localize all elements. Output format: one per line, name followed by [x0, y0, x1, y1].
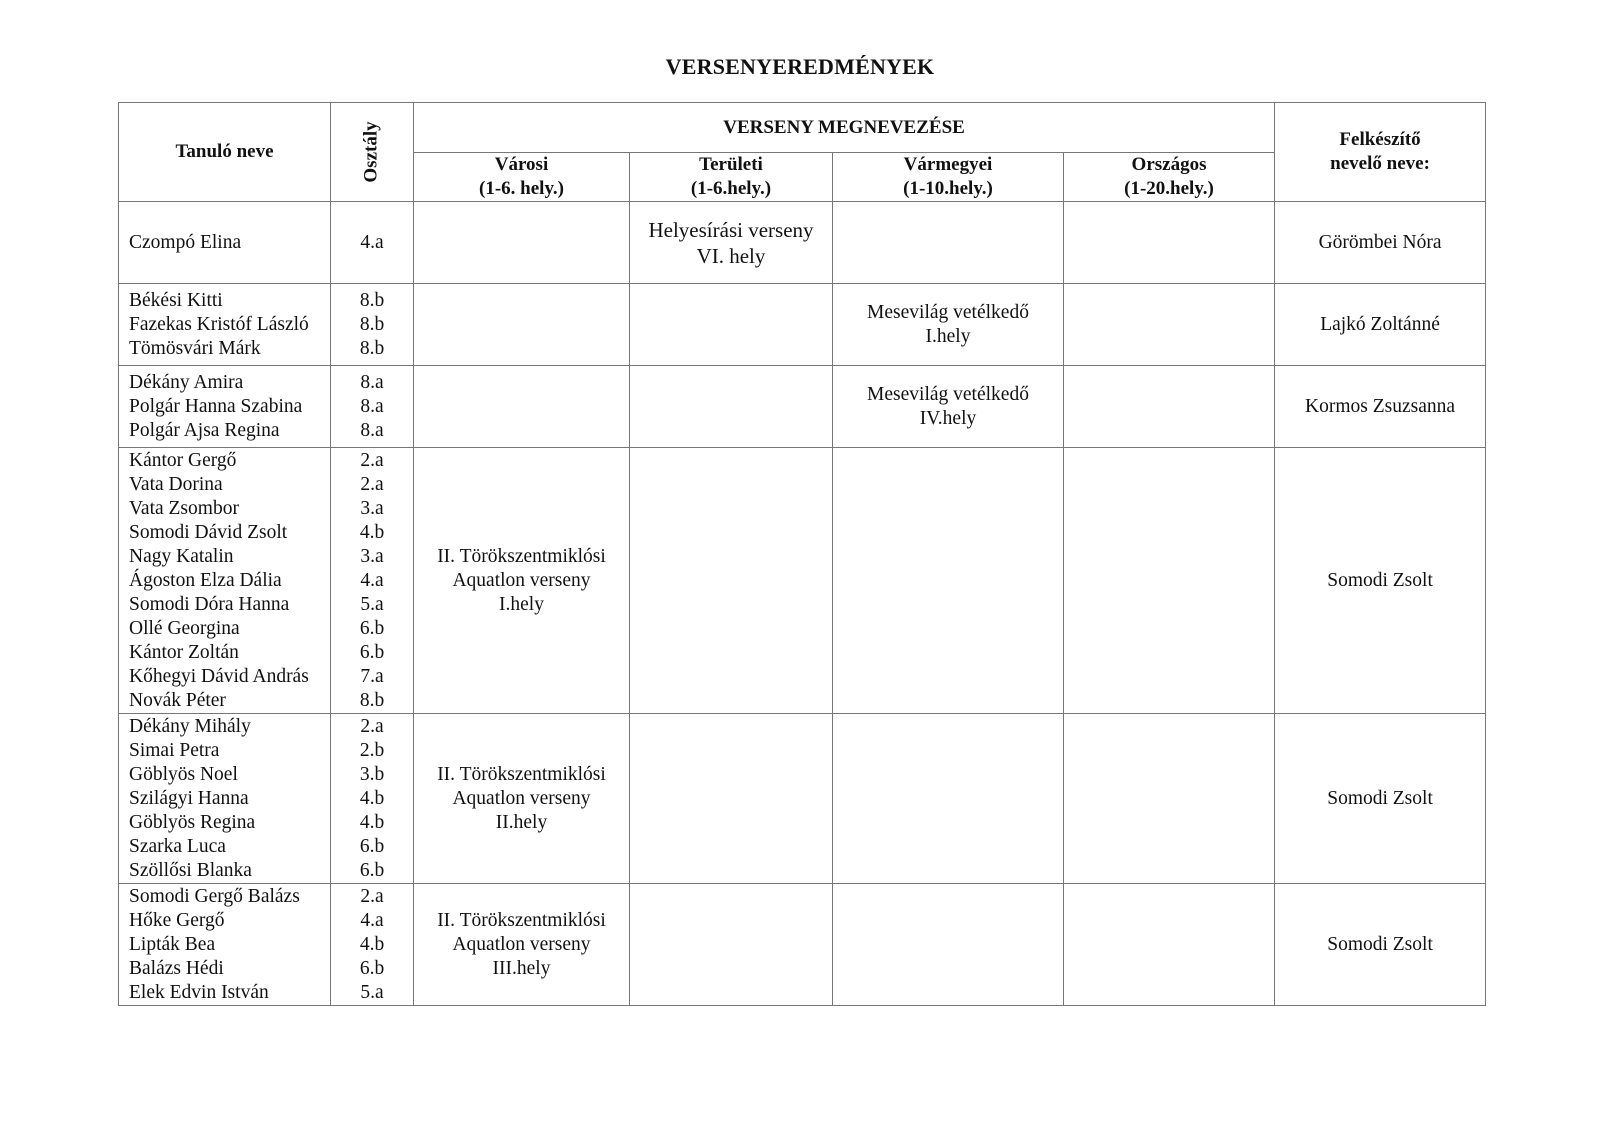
competition-county-cell — [833, 284, 1064, 366]
table-row — [119, 448, 1486, 714]
student-classes-cell — [331, 284, 414, 366]
header-regional: Területi (1-6.hely.) — [630, 153, 833, 202]
student-name: Lipták Bea — [129, 933, 216, 955]
student-class: 4.a — [360, 231, 384, 253]
competition-county-cell — [833, 202, 1064, 284]
student-class: 8.b — [359, 689, 385, 711]
teacher-name: Somodi Zsolt — [1275, 714, 1486, 884]
student-names-cell — [119, 284, 331, 366]
student-class: 8.b — [359, 313, 385, 335]
competition-county-cell — [833, 448, 1064, 714]
student-class: 4.b — [359, 811, 385, 833]
student-class: 8.a — [360, 371, 384, 393]
competition-regional-cell — [630, 202, 833, 284]
student-class: 5.a — [360, 981, 384, 1003]
competition-national-cell — [1064, 366, 1275, 448]
competition-result-line: I.hely — [925, 325, 971, 347]
student-class: 6.b — [359, 859, 385, 881]
student-classes-cell — [331, 714, 414, 884]
table-header — [119, 103, 1486, 202]
student-name: Szöllősi Blanka — [129, 859, 252, 881]
competition-city-cell — [414, 284, 630, 366]
competition-result-line: I.hely — [499, 593, 544, 615]
student-name: Novák Péter — [129, 689, 226, 711]
table-row — [119, 202, 1486, 284]
table-body — [119, 202, 1486, 1006]
competition-city-cell — [414, 366, 630, 448]
student-names-cell — [119, 884, 331, 1006]
student-name: Békési Kitti — [129, 289, 223, 311]
teacher-name: Kormos Zsuzsanna — [1275, 366, 1486, 448]
student-name: Szarka Luca — [129, 835, 226, 857]
student-class: 2.b — [359, 739, 385, 761]
student-class: 4.b — [359, 521, 385, 543]
competition-regional-cell — [630, 366, 833, 448]
competition-result-line: Mesevilág vetélkedő — [867, 383, 1029, 405]
student-names-cell — [119, 202, 331, 284]
student-class: 4.a — [360, 909, 384, 931]
student-name: Somodi Dóra Hanna — [129, 593, 290, 615]
document-title: VERSENYEREDMÉNYEK — [665, 54, 935, 79]
student-name: Elek Edvin István — [129, 981, 269, 1003]
student-class: 3.a — [360, 545, 384, 567]
student-class: 2.a — [360, 715, 384, 737]
teacher-name: Görömbei Nóra — [1275, 202, 1486, 284]
student-name: Fazekas Kristóf László — [129, 313, 309, 335]
competition-regional-cell — [630, 884, 833, 1006]
header-student-name: Tanuló neve — [119, 103, 331, 202]
student-class: 8.a — [360, 419, 384, 441]
competition-result-line: II.hely — [495, 811, 548, 833]
competition-result-line: IV.hely — [919, 407, 977, 429]
student-name: Vata Dorina — [129, 473, 223, 495]
competition-city-cell — [414, 714, 630, 884]
competition-city-cell — [414, 448, 630, 714]
student-name: Göblyös Regina — [129, 811, 256, 833]
student-name: Szilágyi Hanna — [129, 787, 249, 809]
header-teacher: Felkészítő nevelő neve: — [1275, 103, 1486, 202]
student-name: Ágoston Elza Dália — [129, 569, 282, 591]
student-name: Somodi Gergő Balázs — [129, 885, 300, 907]
student-name: Kőhegyi Dávid András — [129, 665, 309, 687]
header-class: Osztály — [331, 103, 414, 202]
competition-city-cell — [414, 884, 630, 1006]
student-class: 3.a — [360, 497, 384, 519]
teacher-name: Somodi Zsolt — [1275, 884, 1486, 1006]
student-class: 6.b — [359, 617, 385, 639]
student-class: 4.b — [359, 787, 385, 809]
competition-county-cell — [833, 884, 1064, 1006]
student-class: 7.a — [360, 665, 384, 687]
header-competition-name: VERSENY MEGNEVEZÉSE — [414, 103, 1275, 153]
competition-result-line: VI. hely — [696, 243, 766, 268]
student-name: Hőke Gergő — [129, 909, 225, 931]
student-name: Polgár Ajsa Regina — [129, 419, 280, 441]
student-name: Ollé Georgina — [129, 617, 240, 639]
student-class: 3.b — [359, 763, 385, 785]
student-name: Somodi Dávid Zsolt — [129, 521, 288, 543]
student-name: Kántor Zoltán — [129, 641, 239, 663]
table-row — [119, 714, 1486, 884]
competition-national-cell — [1064, 202, 1275, 284]
student-name: Kántor Gergő — [129, 449, 237, 471]
competition-result-line: II. Törökszentmiklósi — [437, 763, 606, 785]
student-class: 2.a — [360, 473, 384, 495]
competition-regional-cell — [630, 284, 833, 366]
header-city: Városi (1-6. hely.) — [414, 153, 630, 202]
table-row — [119, 366, 1486, 448]
teacher-name: Somodi Zsolt — [1275, 448, 1486, 714]
competition-result-line: Aquatlon verseny — [452, 933, 591, 955]
student-classes-cell — [331, 448, 414, 714]
student-classes-cell — [331, 202, 414, 284]
competition-national-cell — [1064, 884, 1275, 1006]
competition-result-line: Helyesírási verseny — [648, 217, 814, 242]
student-class: 2.a — [360, 449, 384, 471]
competition-regional-cell — [630, 714, 833, 884]
student-name: Dékány Amira — [129, 371, 244, 393]
competition-county-cell — [833, 714, 1064, 884]
student-class: 6.b — [359, 641, 385, 663]
competition-national-cell — [1064, 714, 1275, 884]
student-class: 8.b — [359, 289, 385, 311]
student-class: 8.a — [360, 395, 384, 417]
student-names-cell — [119, 448, 331, 714]
competition-city-cell — [414, 202, 630, 284]
student-class: 4.a — [360, 569, 384, 591]
student-name: Simai Petra — [129, 739, 220, 761]
student-class: 5.a — [360, 593, 384, 615]
student-class: 6.b — [359, 957, 385, 979]
student-name: Polgár Hanna Szabina — [129, 395, 303, 417]
teacher-name: Lajkó Zoltánné — [1275, 284, 1486, 366]
student-name: Vata Zsombor — [129, 497, 239, 519]
competition-national-cell — [1064, 284, 1275, 366]
competition-regional-cell — [630, 448, 833, 714]
competition-result-line: Aquatlon verseny — [452, 569, 591, 591]
competition-result-line: Mesevilág vetélkedő — [867, 301, 1029, 323]
student-names-cell — [119, 366, 331, 448]
competition-result-line: Aquatlon verseny — [452, 787, 591, 809]
student-class: 6.b — [359, 835, 385, 857]
table-row — [119, 884, 1486, 1006]
table-row — [119, 284, 1486, 366]
competition-result-line: II. Törökszentmiklósi — [437, 545, 606, 567]
student-name: Czompó Elina — [129, 231, 242, 253]
student-classes-cell — [331, 366, 414, 448]
student-name: Nagy Katalin — [129, 545, 234, 567]
student-names-cell — [119, 714, 331, 884]
student-name: Balázs Hédi — [129, 957, 224, 979]
student-name: Tömösvári Márk — [129, 337, 261, 359]
header-county: Vármegyei (1-10.hely.) — [833, 153, 1064, 202]
student-classes-cell — [331, 884, 414, 1006]
student-name: Göblyös Noel — [129, 763, 238, 785]
student-class: 4.b — [359, 933, 385, 955]
competition-county-cell — [833, 366, 1064, 448]
competition-result-line: III.hely — [492, 957, 551, 979]
competition-national-cell — [1064, 448, 1275, 714]
results-table — [118, 102, 1486, 1006]
header-national: Országos (1-20.hely.) — [1064, 153, 1275, 202]
student-class: 8.b — [359, 337, 385, 359]
student-class: 2.a — [360, 885, 384, 907]
student-name: Dékány Mihály — [129, 715, 251, 737]
competition-result-line: II. Törökszentmiklósi — [437, 909, 606, 931]
